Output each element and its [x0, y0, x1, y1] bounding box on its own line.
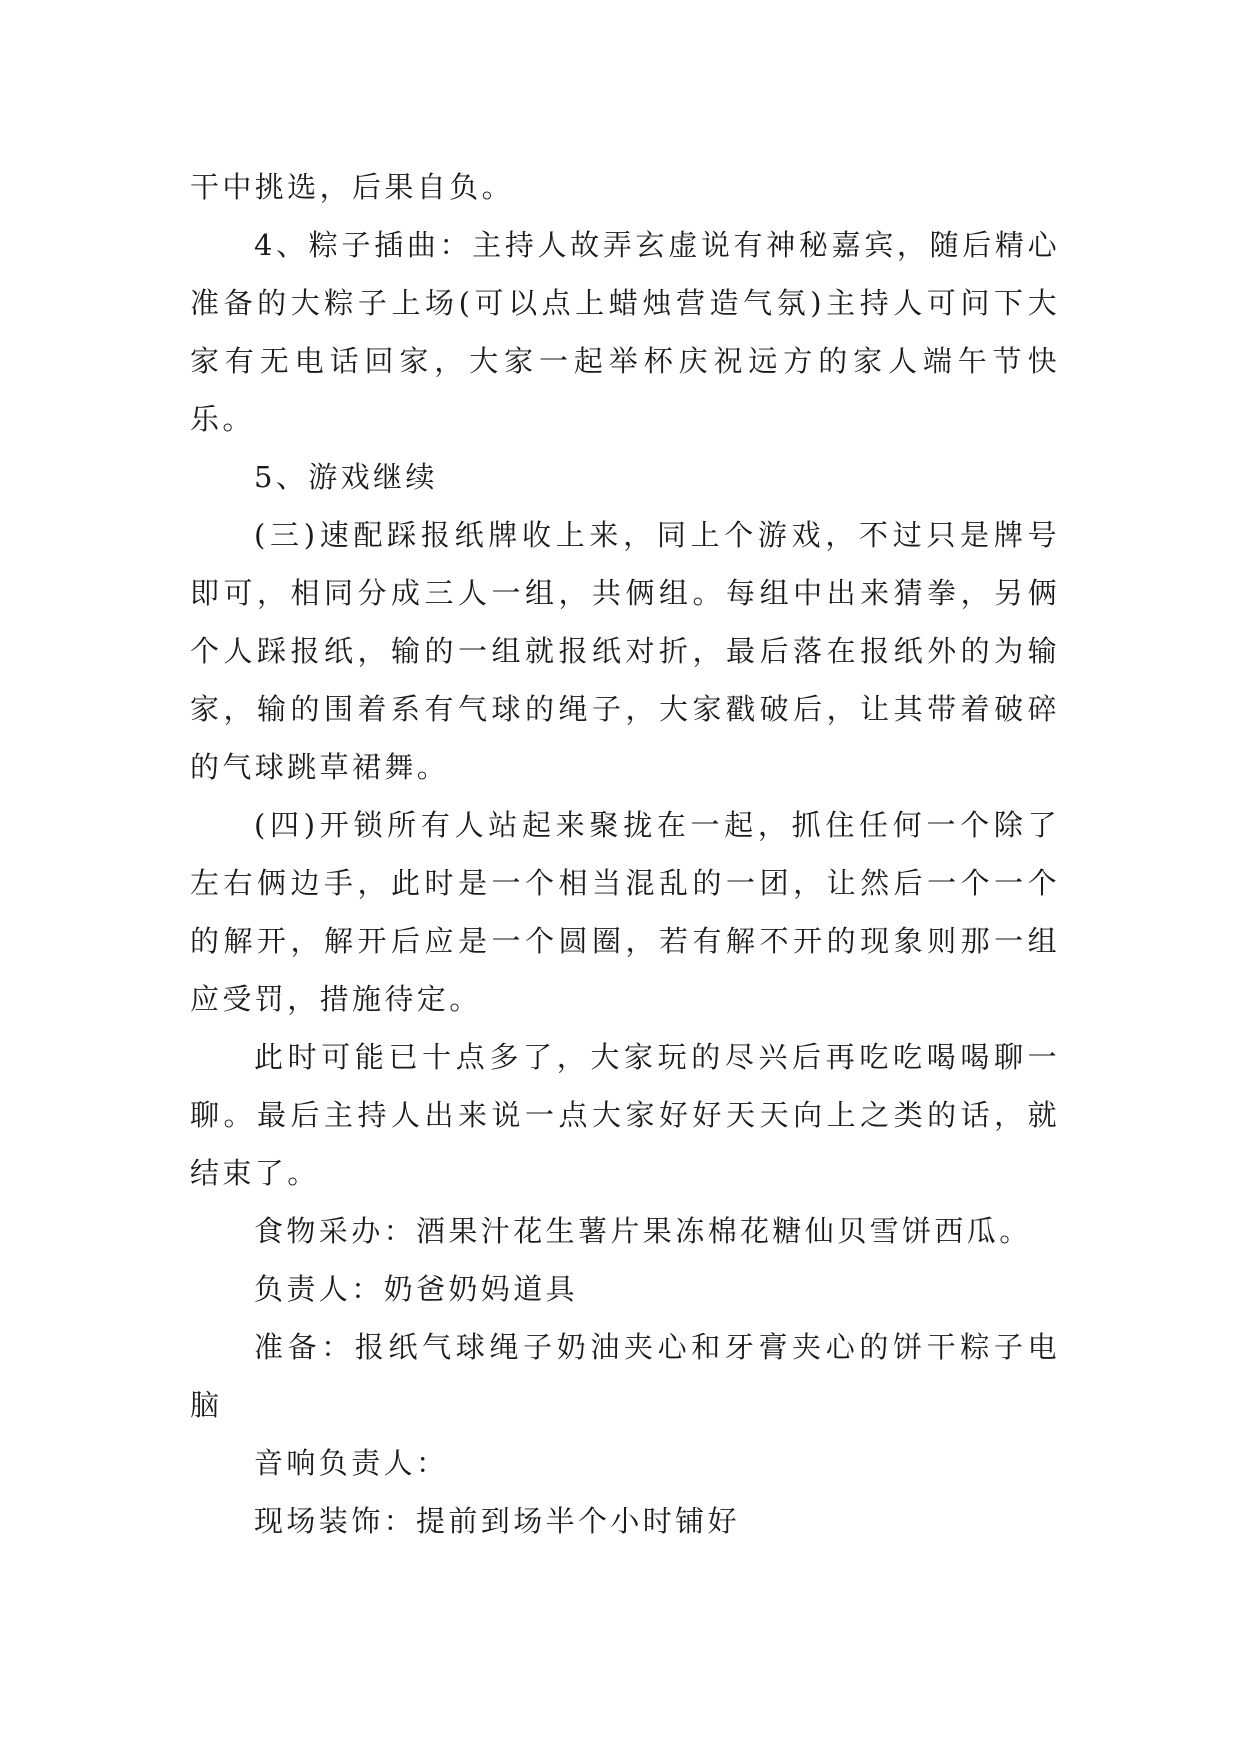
paragraph-10: 音响负责人：	[254, 1446, 449, 1480]
paragraph-2: 4、粽子插曲：主持人故弄玄虚说有神秘嘉宾，随后精心准备的大粽子上场(可以点上蜡烛营造气氛)主持人可问下大家有无电话回家，大家一起举杯庆祝远方的家人端午节快乐。	[190, 228, 1060, 436]
document-body	[190, 158, 1060, 1550]
paragraph-5: (四)开锁所有人站起来聚拢在一起，抓住任何一个除了左右俩边手，此时是一个相当混乱的一团，让然后一个一个的解开，解开后应是一个圆圈，若有解不开的现象则那一组应受罚，措施待定。	[190, 808, 1060, 1016]
paragraph-7: 食物采办：酒果汁花生薯片果冻棉花糖仙贝雪饼西瓜。	[254, 1214, 1032, 1248]
paragraph-3: 5、游戏继续	[254, 460, 438, 494]
paragraph-9: 准备：报纸气球绳子奶油夹心和牙膏夹心的饼干粽子电脑	[190, 1330, 1060, 1422]
paragraph-1: 干中挑选，后果自负。	[190, 170, 515, 204]
paragraph-6: 此时可能已十点多了，大家玩的尽兴后再吃吃喝喝聊一聊。最后主持人出来说一点大家好好天天向上之类的话，就结束了。	[190, 1040, 1060, 1190]
paragraph-11: 现场装饰：提前到场半个小时铺好	[254, 1504, 741, 1538]
paragraph-8: 负责人：奶爸奶妈道具	[254, 1272, 579, 1306]
paragraph-4: (三)速配踩报纸牌收上来，同上个游戏，不过只是牌号即可，相同分成三人一组，共俩组。每组中出来猜拳，另俩个人踩报纸，输的一组就报纸对折，最后落在报纸外的为输家，输的围着系有气球的绳子，大家戳破后，让其带着破碎的气球跳草裙舞。	[190, 518, 1060, 784]
